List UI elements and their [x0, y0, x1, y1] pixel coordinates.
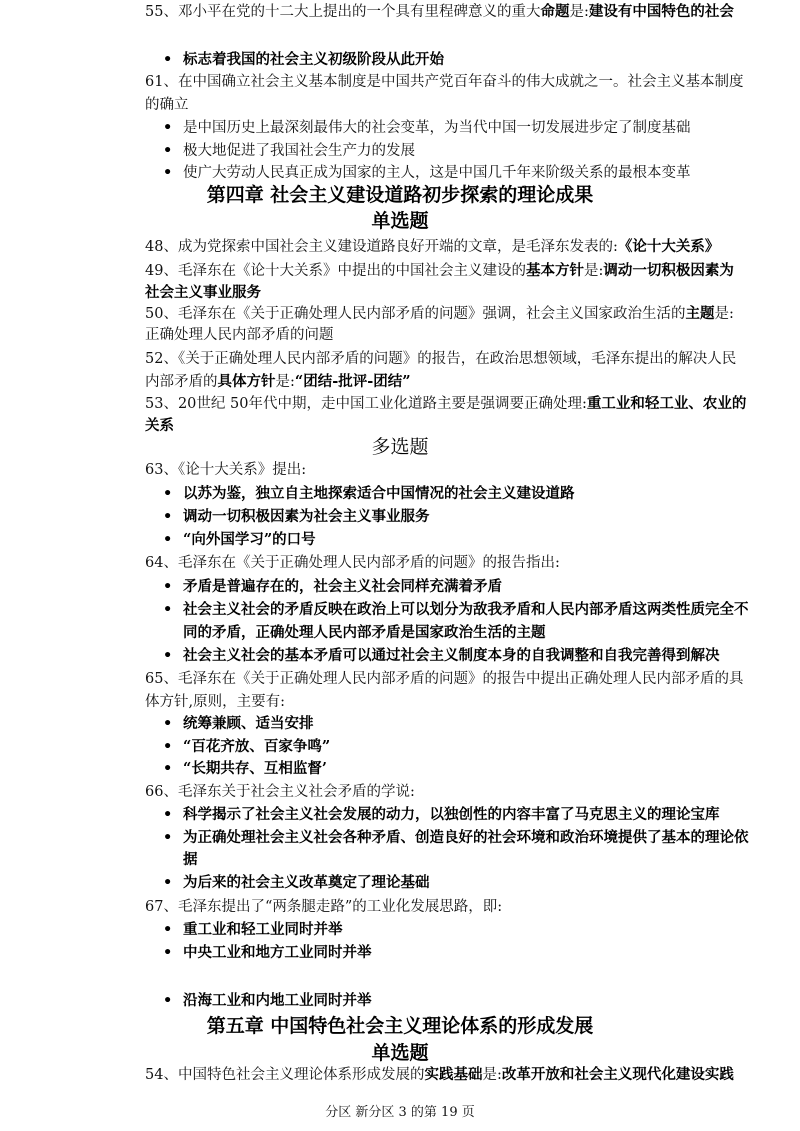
question-line: [145, 780, 800, 804]
question-text: 55、邓小平在党的十二大上提出的一个具有里程碑意义的重大: [145, 4, 541, 20]
bullet-item: [183, 598, 800, 622]
answer-text: 社会主义社会的矛盾反映在政治上可以划分为敌我矛盾和人民内部矛盾这两类性质完全不: [183, 601, 749, 618]
answer-text: 调动一切积极因素为社会主义事业服务: [183, 508, 430, 525]
question-continuation: [145, 93, 800, 117]
answer-text: 调动一切积极因素为: [603, 262, 734, 279]
bullet-item: [183, 644, 800, 668]
question-continuation: [145, 690, 800, 714]
answer-text: 同的矛盾，正确处理人民内部矛盾是国家政治生活的主题: [183, 624, 546, 641]
question-continuation: [145, 370, 800, 394]
answer-text: 中央工业和地方工业同时并举: [183, 944, 372, 961]
bullet-item: [183, 116, 800, 140]
bullet-item: [183, 139, 800, 163]
bullet-item: [183, 826, 800, 850]
answer-text: 实践基础: [424, 1066, 483, 1083]
answer-text: “百花齐放、百家争鸣”: [183, 738, 331, 755]
question-text: 52、《关于正确处理人民内部矛盾的问题》的报告，在政治思想领域，毛泽东提出的解决人民: [145, 351, 737, 367]
question-text: 50、毛泽东在《关于正确处理人民内部矛盾的问题》强调，社会主义国家政治生活的: [145, 306, 686, 322]
question-continuation: [145, 323, 800, 347]
question-line: [145, 551, 800, 575]
question-line: [145, 347, 800, 371]
answer-text: 改革开放和社会主义现代化建设实践: [501, 1066, 734, 1083]
answer-text: 为正确处理社会主义社会各种矛盾、创造良好的社会环境和政治环境提供了基本的理论依: [183, 829, 749, 846]
bullet-item: [183, 505, 800, 529]
question-text: 使广大劳动人民真正成为国家的主人，这是中国几千年来阶级关系的最根本变革: [183, 165, 691, 181]
answer-text: 重工业和轻工业、农业的: [586, 395, 747, 412]
answer-text: 主题: [685, 305, 715, 322]
answer-text: 社会主义社会的基本矛盾可以通过社会主义制度本身的自我调整和自我完善得到解决: [183, 647, 720, 664]
question-text: 65、毛泽东在《关于正确处理人民内部矛盾的问题》的报告中提出正确处理人民内部矛盾的具: [145, 671, 744, 687]
question-line: [145, 895, 800, 919]
bullet-continuation: [183, 621, 800, 645]
page-footer: 分区 新分区 3 的第 19 页: [325, 1105, 475, 1120]
question-text: 的确立: [145, 97, 189, 113]
question-text: 体方针,原则，主要有:: [145, 694, 285, 710]
answer-text: “长期共存、互相监督’: [183, 760, 327, 777]
question-text: 是:: [275, 374, 295, 390]
question-text: 内部矛盾的: [145, 374, 218, 390]
answer-text: 据: [183, 851, 198, 868]
question-text: 是:: [482, 1067, 502, 1083]
answer-text: 以苏为鉴，独立自主地探索适合中国情况的社会主义建设道路: [183, 485, 575, 502]
answer-text: 标志着我国的社会主义初级阶段从此开始: [183, 51, 444, 68]
question-text: 64、毛泽东在《关于正确处理人民内部矛盾的问题》的报告指出:: [145, 555, 560, 571]
question-text: 极大地促进了我国社会生产力的发展: [183, 143, 415, 159]
question-text: 54、中国特色社会主义理论体系形成发展的: [145, 1067, 425, 1083]
bullet-item: [183, 803, 800, 827]
answer-text: 具体方针: [217, 373, 276, 390]
answer-text: 为后来的社会主义改革奠定了理论基础: [183, 874, 430, 891]
question-text: 61、在中国确立社会主义基本制度是中国共产党百年奋斗的伟大成就之一。社会主义基本制度: [145, 74, 744, 90]
question-text: 48、成为党探索中国社会主义建设道路良好开端的文章，是毛泽东发表的:: [145, 239, 618, 255]
bullet-item: [183, 528, 800, 552]
answer-text: 社会主义事业服务: [145, 284, 261, 301]
question-text: 63、《论十大关系》提出:: [145, 462, 307, 478]
bullet-item: [183, 482, 800, 506]
bullet-item: [183, 918, 800, 942]
bullet-continuation: [183, 848, 800, 872]
bullet-item: [183, 871, 800, 895]
question-text: 66、毛泽东关于社会主义社会矛盾的学说:: [145, 784, 415, 800]
question-line: [145, 259, 800, 283]
question-text: 是:: [714, 306, 734, 322]
section-heading: 单选题: [371, 210, 429, 232]
answer-text: 沿海工业和内地工业同时并举: [183, 992, 372, 1009]
question-text: 67、毛泽东提出了“两条腿走路”的工业化发展思路，即:: [145, 899, 503, 915]
bullet-item: [183, 48, 800, 72]
answer-text: 矛盾是普遍存在的，社会主义社会同样充满着矛盾: [183, 578, 502, 595]
question-line: [145, 392, 800, 416]
question-line: [145, 458, 800, 482]
chapter-heading: 第四章 社会主义建设道路初步探索的理论成果: [206, 184, 594, 206]
question-line: [145, 70, 800, 94]
answer-text: 命题: [540, 3, 570, 20]
question-line: [145, 0, 800, 24]
answer-text: 建设有中国特色的社会: [588, 3, 734, 20]
question-line: [145, 667, 800, 691]
answer-text: “团结-批评-团结”: [294, 373, 411, 390]
section-heading: 单选题: [371, 1042, 429, 1064]
chapter-heading: 第五章 中国特色社会主义理论体系的形成发展: [206, 1015, 594, 1037]
question-line: [145, 235, 800, 259]
answer-text: 基本方针: [525, 262, 584, 279]
answer-text: 重工业和轻工业同时并举: [183, 921, 343, 938]
bullet-item: [183, 941, 800, 965]
section-heading: 多选题: [371, 436, 429, 458]
bullet-item: [183, 735, 800, 759]
answer-text: “向外国学习”的口号: [183, 531, 316, 548]
answer-text: 科学揭示了社会主义社会发展的动力，以独创性的内容丰富了马克思主义的理论宝库: [183, 806, 720, 823]
question-text: 49、毛泽东在《论十大关系》中提出的中国社会主义建设的: [145, 263, 526, 279]
bullet-item: [183, 712, 800, 736]
question-text: 正确处理人民内部矛盾的问题: [145, 327, 334, 343]
bullet-item: [183, 757, 800, 781]
question-text: 是中国历史上最深刻最伟大的社会变革，为当代中国一切发展进步定了制度基础: [183, 120, 691, 136]
question-text: 53、20世纪 50年代中期，走中国工业化道路主要是强调要正确处理:: [145, 396, 587, 412]
bullet-item: [183, 575, 800, 599]
question-text: 是:: [569, 4, 589, 20]
answer-text: 《论十大关系》: [617, 238, 720, 255]
answer-text: 统筹兼顾、适当安排: [183, 715, 314, 732]
bullet-item: [183, 989, 800, 1013]
answer-text: 关系: [145, 417, 174, 434]
question-line: [145, 1063, 800, 1087]
question-text: 是:: [583, 263, 604, 279]
